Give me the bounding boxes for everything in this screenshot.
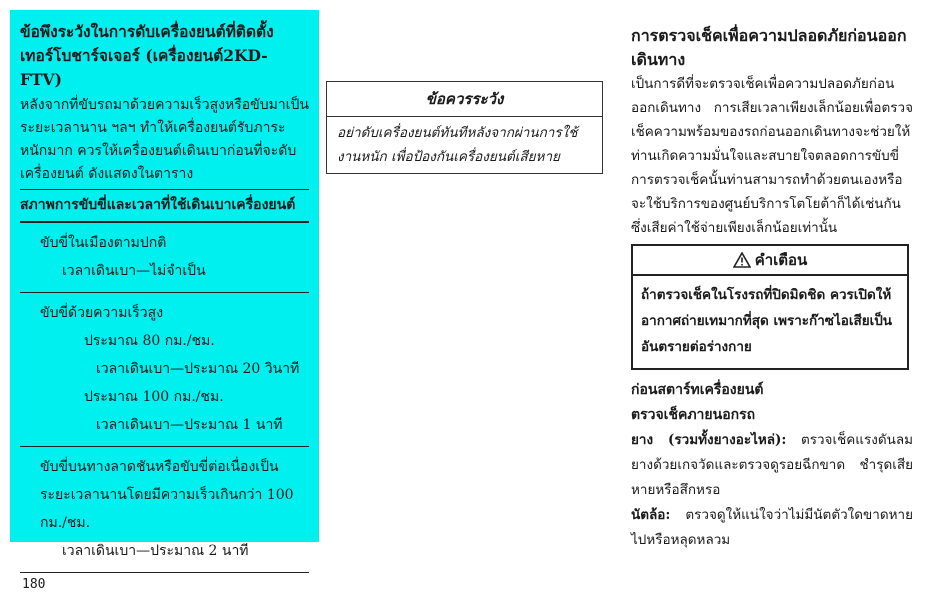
caution-box <box>326 81 603 174</box>
tires-text: ตรวจเช็คแรงดันลมยางด้วยเกจวัดและตรวจดูรอยฉีกขาด ชำรุดเสียหายหรือสึกหรอ <box>631 432 913 498</box>
condition-steep <box>20 447 309 569</box>
panel-intro: หลังจากที่ขับรถมาด้วยความเร็วสูงหรือขับมาเป็นระยะเวลานาน ฯลฯ ทำให้เครื่องยนต์รับภาระหนักมาก ควรให้เครื่องยนต์เดินเบาก่อนที่จะดับเครื่องยนต์ ดังแสดงในตาราง <box>20 97 309 182</box>
divider <box>20 572 309 573</box>
table-heading: สภาพการขับขี่และเวลาที่ใช้เดินเบาเครื่องยนต์ <box>20 197 296 213</box>
wheel-nuts-paragraph <box>631 503 913 553</box>
speed-80: ประมาณ 80 กม./ชม. <box>84 333 215 349</box>
condition-label: ขับขี่ด้วยความเร็วสูง <box>40 305 164 321</box>
panel-title: ข้อพึงระวังในการดับเครื่องยนต์ที่ติดตั้งเทอร์โบชาร์จเจอร์ (เครื่องยนต์2KD-FTV) <box>20 22 274 89</box>
section-intro: เป็นการดีที่จะตรวจเช็คเพื่อความปลอดภัยก่อนออกเดินทาง การเสียเวลาเพียงเล็กน้อยเพื่อตรวจเช็คความพร้อมของรถก่อนออกเดินทางจะช่วยให้ท่านเกิดความมั่นใจและสบายใจตลอดการขับขี่ การตรวจเช็คนั้นท่านสามารถทำด้วยตนเองหรือจะใช้บริการของศูนย์บริการโตโยต้าก็ได้เช่นกัน ซึ่งเสียค่าใช้จ่ายเพียงเล็กน้อยเท่านั้น <box>631 76 913 236</box>
idle-time: เวลาเดินเบา—ประมาณ 1 นาที <box>96 417 283 433</box>
condition-line: ขับขี่บนทางลาดชันหรือขับขี่ต่อเนื่องเป็น <box>40 459 279 475</box>
idle-time: เวลาเดินเบา—ประมาณ 2 นาที <box>62 543 249 559</box>
warning-body: ถ้าตรวจเช็คในโรงรถที่ปิดมิดชิด ควรเปิดให้อากาศถ่ายเทมากที่สุด เพราะก๊าซไอเสียเป็นอันตรายต่อร่างกาย <box>641 287 893 355</box>
turbo-engine-panel <box>10 10 319 559</box>
idle-time: เวลาเดินเบา—ประมาณ 20 วินาที <box>96 361 300 377</box>
exterior-heading: ตรวจเช็คภายนอกรถ <box>631 407 756 423</box>
page-number: 180 <box>22 577 46 592</box>
tires-label: ยาง (รวมทั้งยางอะไหล่): <box>631 432 787 448</box>
condition-line: ระยะเวลานานโดยมีความเร็วเกินกว่า 100 <box>40 487 294 503</box>
warning-triangle-icon <box>733 252 751 268</box>
divider <box>20 189 309 190</box>
condition-line: กม./ชม. <box>40 515 91 531</box>
nuts-label: นัตล้อ: <box>631 507 671 523</box>
condition-city <box>20 223 309 289</box>
warning-box <box>631 244 909 370</box>
before-start-heading: ก่อนสตาร์ทเครื่องยนต์ <box>631 382 764 398</box>
speed-100: ประมาณ 100 กม./ชม. <box>84 389 224 405</box>
caution-title: ข้อควรระวัง <box>327 82 602 117</box>
idle-time: เวลาเดินเบา—ไม่จำเป็น <box>62 263 206 279</box>
section-title: การตรวจเช็คเพื่อความปลอดภัยก่อนออกเดินทาง <box>631 26 907 69</box>
condition-label: ขับขี่ในเมืองตามปกติ <box>40 235 167 251</box>
warning-title: คำเตือน <box>754 251 808 269</box>
tires-paragraph <box>631 428 913 503</box>
condition-high-speed <box>20 293 309 443</box>
pre-trip-check-section <box>631 24 913 553</box>
warning-header <box>633 246 907 276</box>
nuts-text: ตรวจดูให้แน่ใจว่าไม่มีนัตตัวใดขาดหายไปหรือหลุดหลวม <box>631 507 913 548</box>
caution-body: อย่าดับเครื่องยนต์ทันทีหลังจากผ่านการใช้งานหนัก เพื่อป้องกันเครื่องยนต์เสียหาย <box>337 125 578 165</box>
